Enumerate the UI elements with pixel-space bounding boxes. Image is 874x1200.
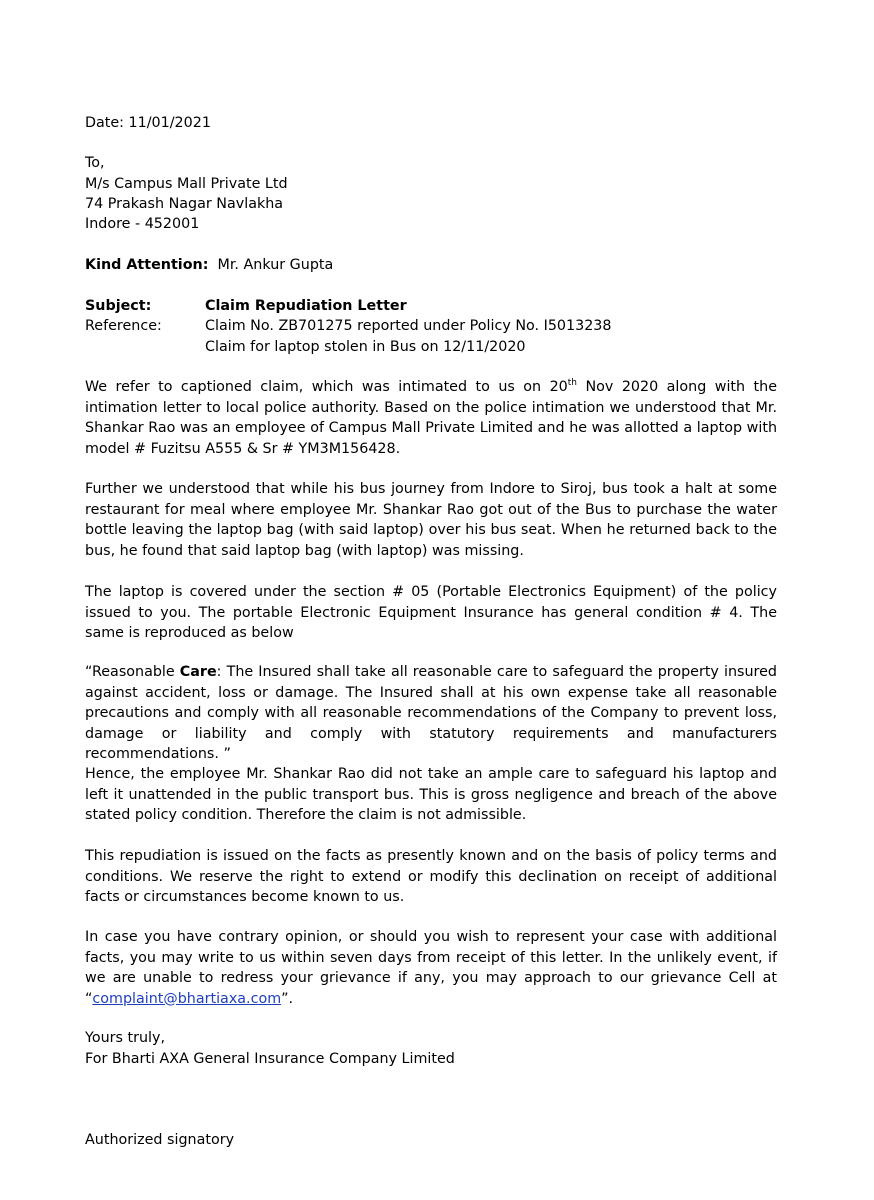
authorized-signatory: Authorized signatory: [85, 1132, 235, 1148]
subject-label: Subject:: [85, 298, 152, 314]
attention-name: Mr. Ankur Gupta: [217, 257, 334, 273]
paragraph-incident: Further we understood that while his bus journey from Indore to Siroj, bus took a halt at some restaurant for meal where employee Mr. Shankar Rao got out of the Bus to purchase the water bottle leaving the laptop bag (with said laptop) over his bus seat. When he returned back to the bus, he found that said laptop bag (with laptop) was missing.: [85, 481, 777, 559]
attention-label: Kind Attention:: [85, 257, 209, 273]
paragraph-grievance: In case you have contrary opinion, or should you wish to represent your case with additional facts, you may write to us within seven days from receipt of this letter. In the unlikely event, if we are unable to redress your grievance if any, you may approach to our grievance Cell at “complaint@bhartiaxa.com”.: [85, 929, 777, 1007]
subject-text: Claim Repudiation Letter: [205, 298, 407, 314]
reference-label: Reference:: [85, 318, 162, 334]
paragraph-negligence: Hence, the employee Mr. Shankar Rao did not take an ample care to safeguard his laptop and left it unattended in the public transport bus. This is gross negligence and breach of the above stated policy condition. Therefore the claim is not admissible.: [85, 766, 777, 823]
paragraph-repudiation-basis: This repudiation is issued on the facts as presently known and on the basis of policy terms and conditions. We reserve the right to extend or modify this declination on receipt of additional facts or circumstances become known to us.: [85, 848, 777, 905]
reference-line: [85, 316, 612, 336]
reference-description: Claim for laptop stolen in Bus on 12/11/2020: [205, 339, 526, 355]
closing-company: For Bharti AXA General Insurance Company Limited: [85, 1051, 455, 1067]
grievance-email-link[interactable]: complaint@bhartiaxa.com: [92, 990, 282, 1007]
closing-salutation: Yours truly,: [85, 1030, 166, 1046]
policy-condition-quote: “Reasonable Care: The Insured shall take all reasonable care to safeguard the property insured against accident, loss or damage. The Insured shall at his own expense take all reasonable precautions and comply with all reasonable recommendations of the Company to prevent loss, damage or liability and comply with statutory requirements and manufacturers recommendations. ”: [85, 664, 777, 762]
addressee-to: To,: [85, 155, 105, 171]
paragraph-coverage: The laptop is covered under the section # 05 (Portable Electronics Equipment) of the policy issued to you. The portable Electronic Equipment Insurance has general condition # 4. The same is reproduced as below: [85, 584, 777, 641]
addressee-street: 74 Prakash Nagar Navlakha: [85, 196, 284, 212]
addressee-company: M/s Campus Mall Private Ltd: [85, 176, 288, 192]
reference-line-2: [85, 337, 526, 357]
attention-line: [85, 255, 333, 275]
subject-line: [85, 296, 407, 316]
addressee-city: Indore - 452001: [85, 216, 200, 232]
reference-claim: Claim No. ZB701275 reported under Policy No. I5013238: [205, 318, 612, 334]
paragraph-claim-intimation: We refer to captioned claim, which was intimated to us on 20th Nov 2020 along with the intimation letter to local police authority. Based on the police intimation we understood that Mr. Shankar Rao was an employee of Campus Mall Private Limited and he was allotted a laptop with model # Fuzitsu A555 & Sr # YM3M156428.: [85, 378, 778, 457]
letter-date: Date: 11/01/2021: [85, 115, 211, 131]
